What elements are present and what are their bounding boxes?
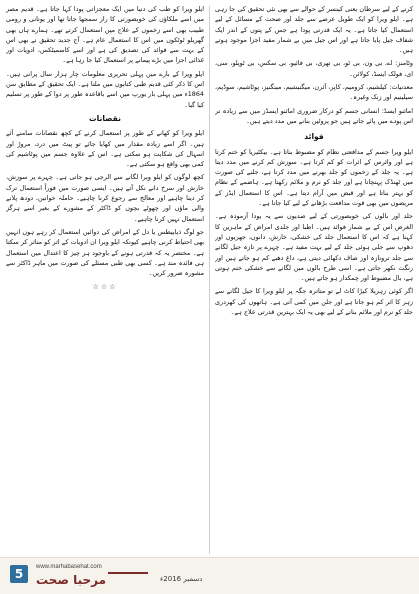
side-effects-heading: نقصانات <box>89 113 121 123</box>
benefits-paragraph-2: جلد اور بالوں کی خوبصورتی کے لیے صدیوں سے یہ پودا آزمودہ ہے۔ الغرض اس کے بے شمار فوائد ہیں۔ اطبا اور جلدی امراض کے ماہرین کا کہنا ہے کہ اس کا استعمال جلد کی خشکی، خارش، دانوں، جھریوں اور دھوپ سے جلی ہوئی جلد کے لیے بہت مفید ہے۔ چہرے پر تازہ جیل لگانے سے جلد تروتازہ اور صاف دکھائی دیتی ہے، داغ دھبے کم ہو جاتے ہیں اور رنگت نکھر جاتی ہے۔ اسی طرح بالوں میں لگانے سے خشکی ختم ہوتی ہے، بال مضبوط اور چمکدار ہو جاتے ہیں۔ <box>215 212 413 283</box>
page-footer <box>0 557 419 594</box>
history-paragraph-2: ایلو ویرا کے بارے میں پہلی تحریری معلومات چار ہزار سال پرانی ہیں۔ اس کا ذکر کئی قدیم طبی کتابوں میں ملتا ہے۔ ایک تحقیق کے مطابق سن 1864ء میں پہلی بار یورپ میں اسے باقاعدہ طور پر دوا کے طور پر تسلیم کیا گیا۔ <box>6 69 204 109</box>
minerals-paragraph: معدنیات: کیلشیم، کرومیم، کاپر، آئرن، میگنیشیم، مینگنیز، پوٹاشیم، سوڈیم، سیلینیم اور زنک وغیرہ۔ <box>215 83 413 102</box>
right-column <box>215 4 413 556</box>
left-column <box>6 4 204 556</box>
side-effects-paragraph-2: کچھ لوگوں کو ایلو ویرا لگانے سے الرجی ہو جاتی ہے۔ چہرے پر سوزش، خارش اور سرخ دانے نکل آتے ہیں۔ ایسی صورت میں فوراً استعمال ترک کر دینا چاہیے اور معالج سے رجوع کرنا چاہیے۔ حاملہ خواتین، دودھ پلانے والی ماؤں اور چھوٹے بچوں کو ڈاکٹر کے مشورے کے بغیر اسے ہرگز استعمال نہیں کرنا چاہیے۔ <box>6 173 204 223</box>
amino-acids-paragraph: امائنو ایسڈ: انسانی جسم کو درکار ضروری امائنو ایسڈز میں سے زیادہ تر اس پودے میں پائے جاتے ہیں جو پروٹین بنانے میں مدد دیتے ہیں۔ <box>215 106 413 125</box>
benefits-paragraph-3: اگر کوئی زہریلا کیڑا کاٹ لے تو متاثرہ جگہ پر ایلو ویرا کا جیل لگانے سے زہر کا اثر کم ہو جاتا ہے اور جلن میں کمی آتی ہے۔ ہاتھوں کی کھردری جلد کو نرم اور ملائم بنانے کے لیے بھی یہ ایک بہترین قدرتی علاج ہے۔ <box>215 287 413 317</box>
side-effects-paragraph-1: ایلو ویرا کو کھانے کے طور پر استعمال کرنے کے کچھ نقصانات سامنے آئے ہیں۔ اگر اسے زیادہ مقدار میں کھایا جائے تو پیٹ میں درد، مروڑ اور اسہال کی شکایت ہو سکتی ہے۔ اس کے علاوہ جسم میں پوٹاشیم کی کمی بھی واقع ہو سکتی ہے۔ <box>6 129 204 169</box>
intro-paragraph: کرنے کے لیے سرطان یعنی کینسر کے حوالے سے بھی نئی تحقیق کی جا رہی ہے۔ ایلو ویرا کو ایک طویل عرصے سے جلد اور صحت کے مسائل کے لیے استعمال کیا جاتا ہے۔ یہ ایک قدرتی پودا ہے جس کے پتوں کے اندر ایک شفاف جیل پایا جاتا ہے اور اس جیل میں بے شمار مفید اجزا موجود ہوتے ہیں۔ <box>215 5 413 55</box>
article-page <box>6 4 413 556</box>
magazine-name: مرحبا صحت <box>36 573 107 587</box>
history-paragraph: ایلو ویرا کو طب کی دنیا میں ایک معجزاتی پودا کہا جاتا ہے۔ قدیم مصر میں اسے ملکاؤں کی خوبصورتی کا راز سمجھا جاتا تھا اور یونانی و رومی طبیب بھی اسے زخموں کے علاج میں استعمال کرتے تھے۔ ہمارے ہاں بھی گھریلو ٹوٹکوں میں اس کا استعمال عام ہے۔ آج جدید تحقیق نے بھی اس کے بہت سے فوائد کی تصدیق کی ہے اور اسے کاسمیٹکس، ادویات اور غذائی اجزا میں بڑے پیمانے پر استعمال کیا جا رہا ہے۔ <box>6 5 204 65</box>
column-divider <box>209 6 210 554</box>
end-stars: ☆☆☆ <box>92 283 118 292</box>
issue-date: دسمبر 2016ء <box>160 575 203 583</box>
vitamins-paragraph: وٹامنز: اے، بی ون، بی ٹو، بی تھری، بی فائیو، بی سکس، بی ٹویلو، سی، ای، فولک ایسڈ، کولائن۔ <box>215 59 413 78</box>
side-effects-paragraph-3: جو لوگ ذیابیطس یا دل کے امراض کی دوائیں استعمال کر رہے ہوں انہیں بھی احتیاط کرنی چاہیے کیونکہ ایلو ویرا ان ادویات کے اثر کو متاثر کر سکتا ہے۔ مختصر یہ کہ قدرتی ہونے کے باوجود ہر چیز کا اعتدال میں استعمال ہی فائدہ مند ہے۔ کسی بھی طبی مسئلے کی صورت میں ماہر ڈاکٹر سے مشورہ ضرور کریں۔ <box>6 227 204 278</box>
benefits-heading: فوائد <box>304 132 324 142</box>
benefits-paragraph-1: ایلو ویرا جسم کے مدافعتی نظام کو مضبوط بناتا ہے۔ بیکٹیریا کو ختم کرتا ہے اور وائرس کے اثرات کو کم کرتا ہے۔ سوزش کم کرنے میں مدد دیتا ہے۔ یہ جلد کے زخموں کو جلد بھرنے میں مدد کرتا ہے، جلنے کی صورت میں ٹھنڈک پہنچاتا ہے اور جلد کو نرم و ملائم رکھتا ہے۔ ہاضمے کے نظام کو بہتر بناتا ہے اور قبض میں آرام دیتا ہے۔ اس کا استعمال ایڈز کے مریضوں میں بھی قوت مدافعت بڑھانے کے لیے کیا جاتا ہے۔ <box>215 147 413 208</box>
website-link[interactable]: www.marhabasehat.com <box>36 564 102 570</box>
page-number: 5 <box>10 565 28 583</box>
magazine-logo-underline <box>108 572 148 574</box>
